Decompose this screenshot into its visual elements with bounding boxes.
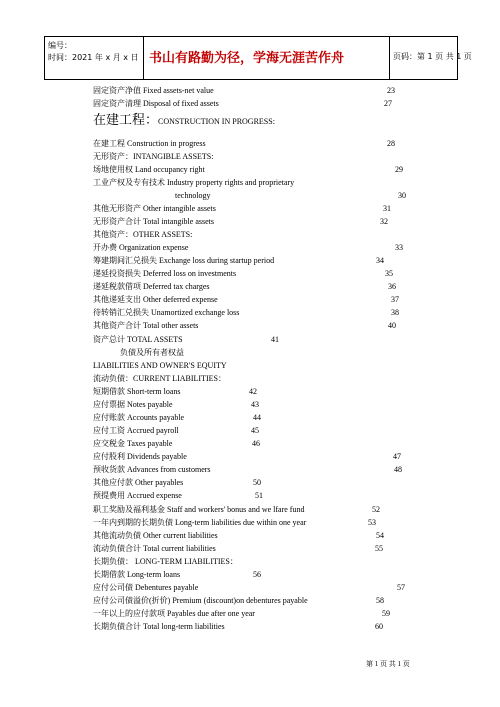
line-text: 应付工资 Accrued payroll	[93, 426, 179, 435]
line-text: 应付票据 Notes payable	[93, 400, 173, 409]
line-text: 职工奖励及福利基金 Staff and workers' bonus and we lfare fund	[93, 505, 305, 514]
header-motto-cell	[143, 37, 390, 79]
line-number: 59	[382, 609, 390, 618]
line-number: 58	[376, 596, 384, 605]
line-text: 工业产权及专有技术 Industry property rights and proprietary	[93, 178, 295, 187]
line-number: 35	[385, 269, 393, 278]
line-text: 其他无形资产 Other intangible assets	[93, 204, 216, 213]
line-text: 其他资产合计 Total other assets	[93, 321, 199, 330]
line-number: 38	[391, 308, 399, 317]
line-number: 27	[384, 99, 392, 108]
line-number: 43	[251, 400, 259, 409]
line-number: 30	[398, 191, 406, 200]
line-text: 流动负债合计 Total current liabilities	[93, 544, 216, 553]
line-number: 29	[395, 165, 403, 174]
line-text	[93, 112, 275, 127]
line-number: 47	[393, 452, 401, 461]
line-text: 一年内到期的长期负债 Long-term liabilities due within one year	[93, 518, 307, 527]
line-number: 51	[255, 491, 263, 500]
line-text: 预收货款 Advances from customers	[93, 465, 211, 474]
line-text: 待转销汇兑损失 Unamortized exchange loss	[93, 308, 240, 317]
line-text: 在建工程 Construction in progress	[93, 139, 206, 148]
line-number: 55	[375, 544, 383, 553]
line-text: 应付公司债 Debentures payable	[93, 583, 199, 592]
line-text: 预提费用 Accrued expense	[93, 491, 182, 500]
line-text: 负债及所有者权益	[120, 348, 184, 357]
number-label: 编号：	[48, 41, 72, 50]
line-number: 48	[394, 465, 402, 474]
line-number: 44	[253, 413, 261, 422]
line-text: 应付账款 Accounts payable	[93, 413, 185, 422]
header-left-cell	[45, 37, 144, 79]
line-number: 42	[249, 387, 257, 396]
line-number: 45	[251, 426, 259, 435]
page-footer: 第 1 页 共 1 页	[366, 660, 410, 668]
line-number: 56	[253, 570, 261, 579]
line-text: 一年以上的应付款项 Payables due after one year	[93, 609, 255, 618]
line-text: 长期借款 Long-term loans	[93, 570, 181, 579]
line-text: 筹建期间汇兑损失 Exchange loss during startup period	[93, 256, 275, 265]
motto-text: 书山有路勤为径，学海无涯苦作舟	[149, 51, 345, 66]
line-text: 应付公司债溢价(折价) Premium (discount)on debentures payable	[93, 596, 308, 605]
line-text: 固定资产净值 Fixed assets-net value	[93, 86, 214, 95]
line-number: 54	[376, 531, 384, 540]
line-text: LIABILITIES AND OWNER'S EQUITY	[93, 361, 227, 370]
time-label: 时间：2021 年 x 月 x 日	[48, 53, 139, 62]
line-text: 应付股利 Dividends payable	[93, 452, 187, 461]
line-text: 资产总计 TOTAL ASSETS	[93, 335, 183, 344]
line-number: 57	[397, 583, 405, 592]
page-header	[44, 36, 472, 80]
line-number: 36	[388, 282, 396, 291]
line-number: 53	[368, 518, 376, 527]
line-text: 开办费 Organization expense	[93, 243, 189, 252]
line-text: 应交税金 Taxes payable	[93, 439, 173, 448]
line-text: 递延投资损失 Deferred loss on investments	[93, 269, 237, 278]
line-text: 递延税款借项 Deferred tax charges	[93, 282, 210, 291]
line-number: 40	[388, 321, 396, 330]
line-text: 其他流动负债 Other current liabilities	[93, 531, 218, 540]
line-text: 无形资产：INTANGIBLE ASSETS:	[93, 152, 214, 161]
line-text: 其他应付款 Other payables	[93, 478, 184, 487]
line-text: 无形资产合计 Total intangible assets	[93, 217, 214, 226]
line-text: 其他资产：OTHER ASSETS:	[93, 230, 193, 239]
line-number: 33	[395, 243, 403, 252]
line-number: 50	[253, 478, 261, 487]
line-number: 34	[376, 256, 384, 265]
line-number: 46	[252, 439, 260, 448]
line-text: 长期负债： LONG-TERM LIABILITIES：	[93, 557, 238, 566]
section-heading-cn: 在建工程：	[93, 112, 159, 127]
line-text: 流动负债：CURRENT LIABILITIES：	[93, 374, 226, 383]
line-number: 41	[271, 335, 279, 344]
page-info: 页码：第 1 页 共 1 页	[393, 52, 472, 61]
line-number: 31	[383, 204, 391, 213]
header-right-cell	[389, 37, 472, 79]
line-text: technology	[175, 191, 211, 200]
line-number: 23	[387, 86, 395, 95]
line-text: 固定资产清理 Disposal of fixed assets	[93, 99, 219, 108]
line-text: 其他递延支出 Other deferred expense	[93, 295, 218, 304]
line-number: 37	[391, 295, 399, 304]
section-heading-en: CONSTRUCTION IN PROGRESS:	[158, 117, 275, 126]
line-number: 28	[387, 139, 395, 148]
line-number: 60	[375, 622, 383, 631]
line-text: 短期借款 Short-term loans	[93, 387, 181, 396]
line-number: 52	[372, 505, 380, 514]
line-text: 长期负债合计 Total long-term liabilities	[93, 622, 225, 631]
line-text: 场地使用权 Land occupancy right	[93, 165, 205, 174]
line-number: 32	[380, 217, 388, 226]
